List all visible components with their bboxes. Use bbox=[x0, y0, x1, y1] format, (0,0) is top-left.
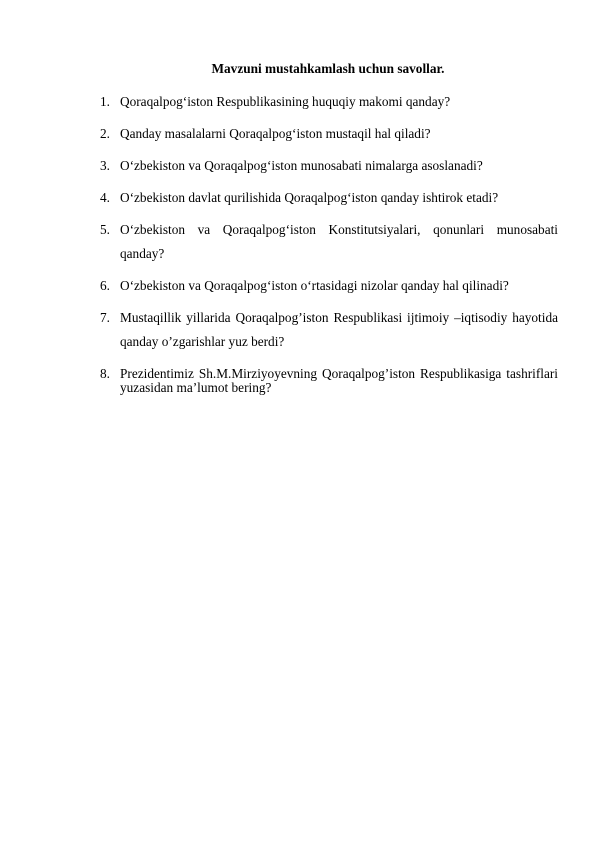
question-text: O‘zbekiston va Qoraqalpog‘iston munosabati nimalarga asoslanadi? bbox=[120, 158, 483, 173]
question-item bbox=[100, 362, 558, 395]
question-item bbox=[100, 274, 558, 298]
question-text: O‘zbekiston va Qoraqalpog‘iston o‘rtasidagi nizolar qanday hal qilinadi? bbox=[120, 278, 509, 293]
question-text: Mustaqillik yillarida Qoraqalpog’iston Respublikasi ijtimoiy –iqtisodiy hayotida qanday o’zgarishlar yuz berdi? bbox=[120, 310, 558, 349]
question-number: 6. bbox=[100, 278, 110, 293]
question-number: 3. bbox=[100, 158, 110, 173]
question-item bbox=[100, 90, 558, 114]
question-number: 7. bbox=[100, 310, 110, 325]
page-title: Mavzuni mustahkamlash uchun savollar. bbox=[211, 61, 445, 76]
question-text: O‘zbekiston davlat qurilishida Qoraqalpog‘iston qanday ishtirok etadi? bbox=[120, 190, 499, 205]
question-number: 2. bbox=[100, 126, 110, 141]
question-list bbox=[100, 90, 558, 395]
question-text: O‘zbekiston va Qoraqalpog‘iston Konstitutsiyalari, qonunlari munosabati qanday? bbox=[120, 222, 558, 261]
question-item bbox=[100, 186, 558, 210]
question-number: 4. bbox=[100, 190, 110, 205]
question-item bbox=[100, 122, 558, 146]
question-number: 5. bbox=[100, 222, 110, 237]
question-number: 1. bbox=[100, 94, 110, 109]
question-text: Qoraqalpog‘iston Respublikasining huquqiy makomi qanday? bbox=[120, 94, 451, 109]
question-item bbox=[100, 218, 558, 266]
question-text: Prezidentimiz Sh.M.Mirziyoyevning Qoraqalpog’iston Respublikasiga tashriflari yuzasidan ma’lumot bering? bbox=[120, 366, 558, 395]
question-item bbox=[100, 306, 558, 354]
question-item bbox=[100, 154, 558, 178]
question-number: 8. bbox=[100, 366, 110, 381]
question-text: Qanday masalalarni Qoraqalpog‘iston mustaqil hal qiladi? bbox=[120, 126, 431, 141]
